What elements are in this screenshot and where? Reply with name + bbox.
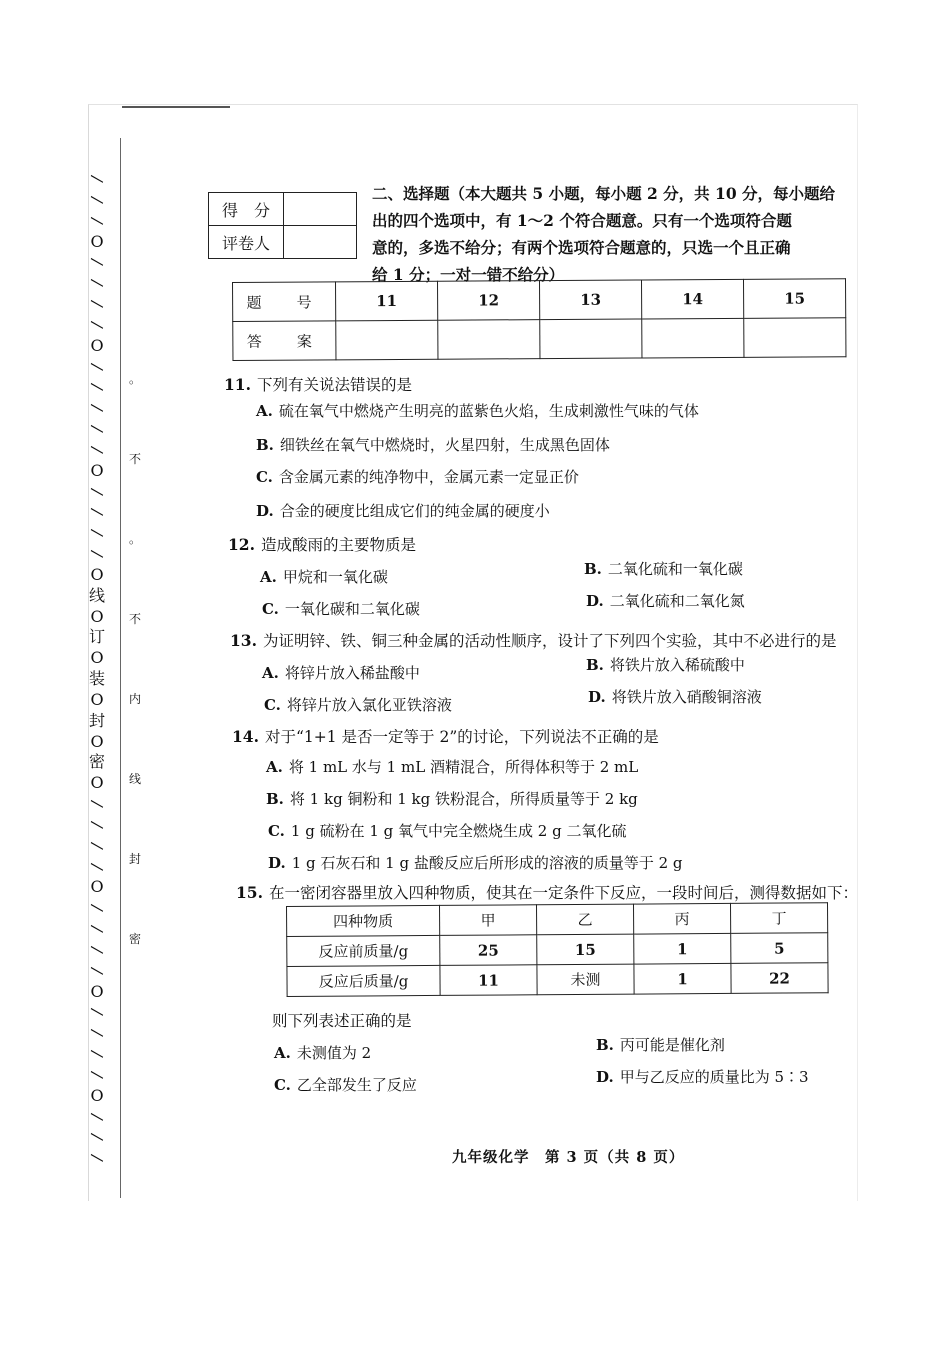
seal-glyph: / — [86, 966, 107, 976]
question-number-15: 15 — [743, 279, 845, 319]
q12-option-b: B. 二氧化硫和一氧化碳 — [584, 560, 743, 578]
score-label: 得 分 — [209, 193, 284, 226]
seal-inner-glyph: 。 — [128, 372, 141, 386]
seal-glyph: / — [86, 174, 107, 184]
grader-label: 评卷人 — [209, 226, 284, 259]
q13-option-c: C. 将锌片放入氯化亚铁溶液 — [264, 696, 452, 714]
row-before-label: 反应前质量/g — [287, 935, 440, 966]
seal-glyph: / — [86, 1070, 107, 1080]
q12-option-c: C. 一氧化碳和二氧化碳 — [262, 600, 420, 618]
header-yi: 乙 — [536, 904, 633, 935]
seal-inner-glyph: 不 — [128, 452, 141, 466]
question-14: 14. 对于“1+1 是否一定等于 2”的讨论，下列说法不正确的是 — [232, 727, 659, 746]
top-rule — [122, 106, 230, 108]
question-15-stem: 在一密闭容器里放入四种物质，使其在一定条件下反应，一段时间后，测得数据如下： — [268, 884, 858, 902]
seal-glyph: / — [86, 1153, 107, 1163]
q15-option-d: D. 甲与乙反应的质量比为 5∶3 — [596, 1068, 809, 1086]
seal-glyph: / — [86, 924, 107, 934]
question-number-header: 题 号 — [233, 282, 336, 322]
answer-cell-15[interactable] — [744, 318, 846, 358]
seal-inner-glyph: 不 — [128, 612, 141, 626]
seal-glyph: / — [86, 945, 107, 955]
seal-glyph: / — [86, 362, 107, 372]
seal-glyph: / — [86, 299, 107, 309]
q11-option-c: C. 含金属元素的纯净物中，金属元素一定显正价 — [256, 468, 579, 486]
seal-glyph: / — [86, 1007, 107, 1017]
q14-option-c: C. 1 g 硫粉在 1 g 氧气中完全燃烧生成 2 g 二氧化硫 — [268, 822, 627, 840]
after-yi: 未测 — [537, 964, 634, 995]
q15-option-a: A. 未测值为 2 — [274, 1044, 372, 1062]
q13-option-d: D. 将铁片放入硝酸铜溶液 — [588, 688, 762, 706]
before-jia: 25 — [440, 935, 537, 966]
question-number-14: 14 — [641, 279, 743, 319]
seal-glyph: O — [90, 732, 104, 751]
seal-glyph: / — [86, 799, 107, 809]
answer-header: 答 案 — [233, 321, 336, 361]
seal-glyph: 封 — [88, 711, 105, 730]
seal-glyph: / — [86, 1132, 107, 1142]
seal-glyph: / — [86, 549, 107, 559]
after-jia: 11 — [440, 965, 537, 996]
answer-cell-12[interactable] — [438, 320, 540, 360]
before-bing: 1 — [634, 933, 731, 964]
seal-glyph: O — [90, 982, 104, 1001]
q13-option-b: B. 将铁片放入稀硫酸中 — [586, 656, 745, 674]
answer-cell-13[interactable] — [540, 319, 642, 359]
question-14-stem: 对于“1+1 是否一定等于 2”的讨论，下列说法不正确的是 — [264, 728, 659, 746]
q14-option-d: D. 1 g 石灰石和 1 g 盐酸反应后所形成的溶液的质量等于 2 g — [268, 854, 683, 872]
q11-option-a: A. 硫在氧气中燃烧产生明亮的蓝紫色火焰，生成刺激性气味的气体 — [256, 402, 699, 420]
seal-glyph: O — [90, 773, 104, 792]
seal-glyph: / — [86, 278, 107, 288]
seal-glyph: / — [86, 195, 107, 205]
row-after-label: 反应后质量/g — [287, 965, 440, 996]
score-box — [208, 192, 357, 259]
seal-line-outer — [86, 170, 108, 1170]
seal-glyph: / — [86, 445, 107, 455]
seal-glyph: / — [86, 1112, 107, 1122]
question-13: 13. 为证明锌、铁、铜三种金属的活动性顺序，设计了下列四个实验，其中不必进行的是 — [230, 631, 837, 650]
after-bing: 1 — [634, 963, 731, 994]
seal-glyph: / — [86, 841, 107, 851]
q12-option-a: A. 甲烷和一氧化碳 — [260, 568, 388, 586]
seal-glyph: O — [90, 461, 104, 480]
seal-glyph: / — [86, 507, 107, 517]
seal-glyph: / — [86, 1049, 107, 1059]
table-row — [287, 903, 828, 937]
seal-glyph: 装 — [88, 669, 105, 688]
q12-option-d: D. 二氧化硫和二氧化氮 — [586, 592, 745, 610]
header-bing: 丙 — [633, 903, 730, 934]
section-instructions — [372, 180, 846, 288]
grader-cell[interactable] — [284, 226, 357, 259]
question-number-12: 12 — [437, 281, 539, 321]
q15-option-b: B. 丙可能是催化剂 — [596, 1036, 725, 1054]
answer-cell-11[interactable] — [336, 320, 438, 360]
seal-inner-glyph: 。 — [128, 532, 141, 546]
header-ding: 丁 — [730, 903, 827, 934]
seal-glyph: O — [90, 1086, 104, 1105]
seal-glyph: O — [90, 648, 104, 667]
binding-line — [120, 138, 121, 1198]
section-line-4: 给 1 分；一对一错不给分） — [372, 265, 565, 284]
seal-glyph: 线 — [88, 586, 105, 605]
after-ding: 22 — [731, 963, 828, 994]
q11-option-d: D. 合金的硬度比组成它们的纯金属的硬度小 — [256, 502, 550, 520]
section-line-3: 意的，多选不给分；有两个选项符合题意的，只选一个且正确 — [372, 238, 791, 257]
score-cell[interactable] — [284, 193, 357, 226]
q13-option-a: A. 将锌片放入稀盐酸中 — [262, 664, 420, 682]
question-15-lead: 则下列表述正确的是 — [272, 1012, 412, 1030]
seal-inner-glyph: 线 — [128, 772, 141, 786]
question-number-13: 13 — [539, 280, 641, 320]
page-footer: 九年级化学 第 3 页（共 8 页） — [452, 1149, 685, 1166]
before-yi: 15 — [537, 934, 634, 965]
seal-glyph: / — [86, 216, 107, 226]
question-12: 12. 造成酸雨的主要物质是 — [228, 535, 416, 554]
seal-glyph: / — [86, 382, 107, 392]
seal-glyph: O — [90, 690, 104, 709]
header-jia: 甲 — [439, 905, 536, 936]
seal-glyph: O — [90, 607, 104, 626]
seal-glyph: O — [90, 336, 104, 355]
seal-glyph: O — [90, 232, 104, 251]
question-11-stem: 下列有关说法错误的是 — [256, 376, 412, 394]
seal-glyph: O — [90, 565, 104, 584]
q14-option-a: A. 将 1 mL 水与 1 mL 酒精混合，所得体积等于 2 mL — [266, 758, 639, 776]
question-12-stem: 造成酸雨的主要物质是 — [260, 536, 416, 554]
q14-option-b: B. 将 1 kg 铜粉和 1 kg 铁粉混合，所得质量等于 2 kg — [266, 790, 638, 808]
seal-glyph: / — [86, 820, 107, 830]
answer-table — [232, 278, 846, 361]
seal-line-inner — [124, 370, 146, 1010]
question-11: 11. 下列有关说法错误的是 — [224, 375, 412, 394]
seal-glyph: / — [86, 528, 107, 538]
reaction-data-table — [286, 902, 829, 997]
question-number-11: 11 — [336, 281, 438, 321]
q11-option-b: B. 细铁丝在氧气中燃烧时，火星四射，生成黑色固体 — [256, 436, 610, 454]
seal-glyph: / — [86, 424, 107, 434]
question-15: 15. 在一密闭容器里放入四种物质，使其在一定条件下反应，一段时间后，测得数据如下： — [236, 883, 858, 902]
seal-glyph: / — [86, 903, 107, 913]
seal-glyph: / — [86, 487, 107, 497]
seal-glyph: O — [90, 877, 104, 896]
seal-inner-glyph: 封 — [128, 852, 141, 866]
answer-cell-14[interactable] — [642, 318, 744, 358]
seal-glyph: / — [86, 403, 107, 413]
seal-glyph: / — [86, 862, 107, 872]
table-row — [287, 933, 828, 967]
seal-glyph: / — [86, 257, 107, 267]
section-title: 二、选择题（本大题共 5 小题，每小题 2 分，共 10 分，每小题给 — [372, 184, 836, 203]
seal-glyph: / — [86, 320, 107, 330]
table-row — [287, 963, 828, 997]
seal-glyph: / — [86, 1028, 107, 1038]
before-ding: 5 — [731, 933, 828, 964]
q15-option-c: C. 乙全部发生了反应 — [274, 1076, 417, 1094]
header-substances: 四种物质 — [287, 905, 440, 936]
seal-inner-glyph: 内 — [128, 692, 141, 706]
section-line-2: 出的四个选项中，有 1～2 个符合题意。只有一个选项符合题 — [372, 211, 792, 230]
seal-glyph: 密 — [88, 752, 105, 771]
question-13-stem: 为证明锌、铁、铜三种金属的活动性顺序，设计了下列四个实验，其中不必进行的是 — [262, 632, 837, 650]
seal-glyph: 订 — [88, 627, 105, 646]
seal-inner-glyph: 密 — [128, 932, 141, 946]
